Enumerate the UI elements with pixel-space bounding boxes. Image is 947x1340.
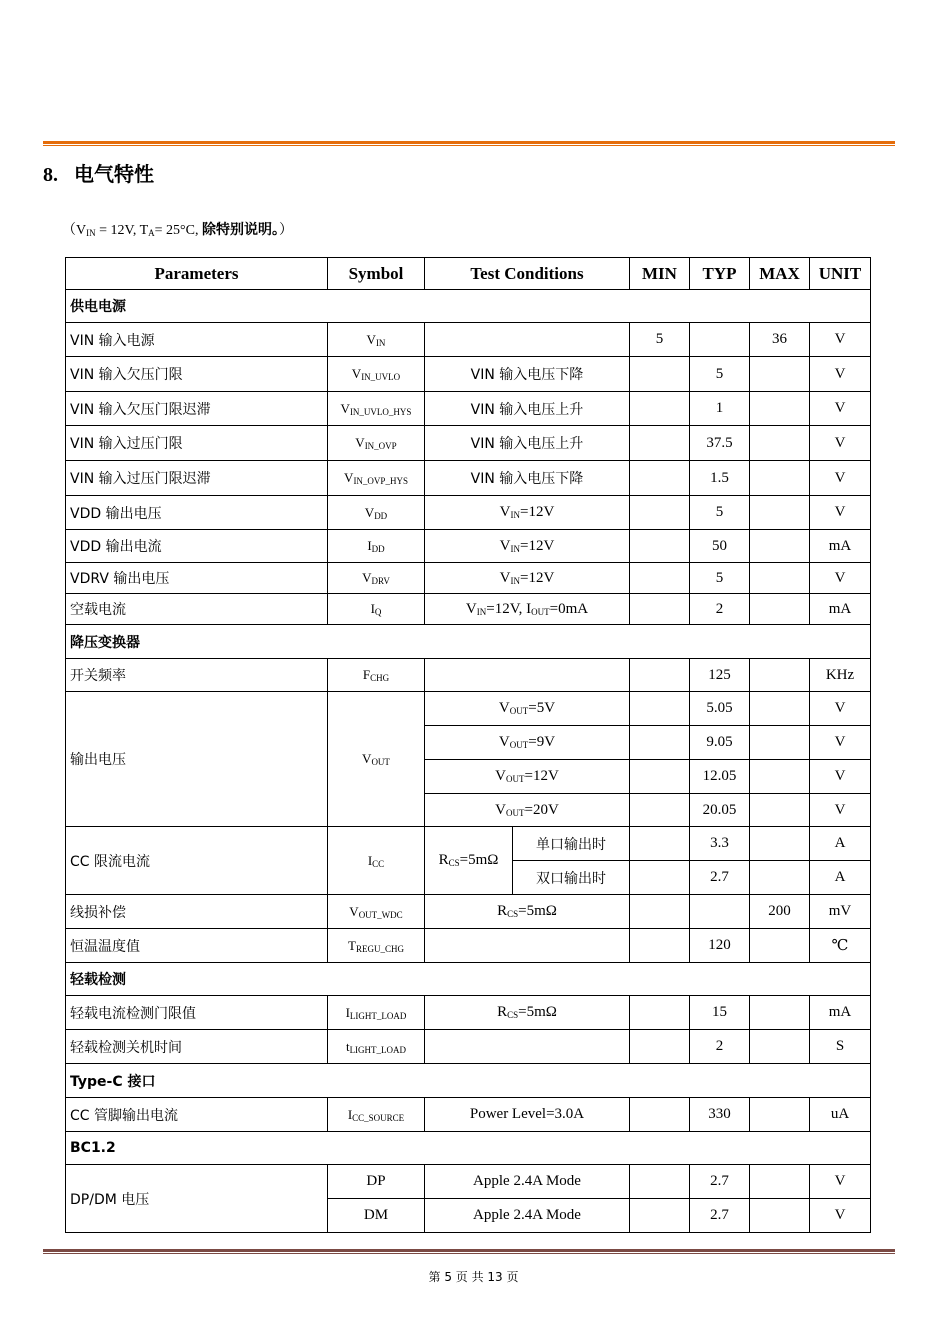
group-row: BC1.2 (66, 1132, 871, 1165)
table-row: 双口输出时 2.7 A (66, 861, 871, 895)
table-row: VDD 输出电流 $I_{DD}$ $V_{IN}=12V$ 50 mA (66, 530, 871, 563)
header-rule-thin (43, 145, 895, 146)
test-conditions-note: （$V_{IN} = 12V$, $T_A= 25^\circ C$, 除特别说明。） (62, 222, 293, 238)
table-header-row (66, 258, 871, 290)
table-row: VIN 输入过压门限迟滞 $V_{IN\_OVP\_HYS}$ VIN 输入电压下降 1.5 V (66, 461, 871, 496)
table-row: 线损补偿 $V_{OUT\_WDC}$ $R_{CS}=5m\Omega$ 200 mV (66, 895, 871, 929)
col-header-typ: TYP (690, 258, 750, 290)
page-number: 第 5 页 共 13 页 (428, 1270, 519, 1284)
col-header-symbol: Symbol (328, 258, 425, 290)
header-rule (43, 141, 895, 144)
table-row: VDRV 输出电压 $V_{DRV}$ $V_{IN}=12V$ 5 V (66, 563, 871, 594)
table-row: CC 限流电流 $I_{CC}$ $R_{CS}=5m\Omega$ 单口输出时 3.3 A (66, 827, 871, 861)
footer-rule (43, 1249, 895, 1252)
group-row: Type-C 接口 (66, 1064, 871, 1098)
table-row: $V_{OUT}=20V$ 20.05 V (66, 794, 871, 827)
table-row: 轻载电流检测门限值 $I_{LIGHT\_LOAD}$ $R_{CS}=5m\Omega$ 15 mA (66, 996, 871, 1030)
table-row: 开关频率 $F_{CHG}$ 125 KHz (66, 659, 871, 692)
table-row: DP/DM 电压 DP Apple 2.4A Mode 2.7 V (66, 1165, 871, 1199)
table-row: VIN 输入欠压门限 $V_{IN\_UVLO}$ VIN 输入电压下降 5 V (66, 357, 871, 392)
col-header-unit: UNIT (810, 258, 871, 290)
col-header-test-conditions: Test Conditions (425, 258, 630, 290)
col-header-parameters: Parameters (66, 258, 328, 290)
group-row: 轻载检测 (66, 963, 871, 996)
electrical-characteristics-table (65, 257, 871, 1233)
table-row: VIN 输入欠压门限迟滞 $V_{IN\_UVLO\_HYS}$ VIN 输入电压上升 1 V (66, 392, 871, 426)
table-row: CC 管脚输出电流 $I_{CC\_SOURCE}$ Power Level=3.0A 330 uA (66, 1098, 871, 1132)
group-row: 供电电源 (66, 290, 871, 323)
table-row: $V_{OUT}=12V$ 12.05 V (66, 760, 871, 794)
col-header-max: MAX (750, 258, 810, 290)
table-row: VDD 输出电压 $V_{DD}$ $V_{IN}=12V$ 5 V (66, 496, 871, 530)
table-row: $V_{OUT}=9V$ 9.05 V (66, 726, 871, 760)
col-header-min: MIN (630, 258, 690, 290)
table-row: 输出电压 $V_{OUT}$ $V_{OUT}=5V$ 5.05 V (66, 692, 871, 726)
table-row: 空载电流 $I_Q$ $V_{IN}=12V$, $I_{OUT}=0mA$ 2 mA (66, 594, 871, 625)
table-row: DM Apple 2.4A Mode 2.7 V (66, 1199, 871, 1233)
table-row: VIN 输入电源 $V_{IN}$ 5 36 V (66, 323, 871, 357)
section-heading (43, 158, 154, 187)
section-number: 8. (43, 164, 58, 186)
footer-rule-thin (43, 1253, 895, 1254)
group-row: 降压变换器 (66, 625, 871, 659)
table-row: VIN 输入过压门限 $V_{IN\_OVP}$ VIN 输入电压上升 37.5 V (66, 426, 871, 461)
section-title: 电气特性 (74, 162, 154, 186)
table-row: 轻载检测关机时间 $t_{LIGHT\_LOAD}$ 2 S (66, 1030, 871, 1064)
table-row: 恒温温度值 $T_{REGU\_CHG}$ 120 ℃ (66, 929, 871, 963)
